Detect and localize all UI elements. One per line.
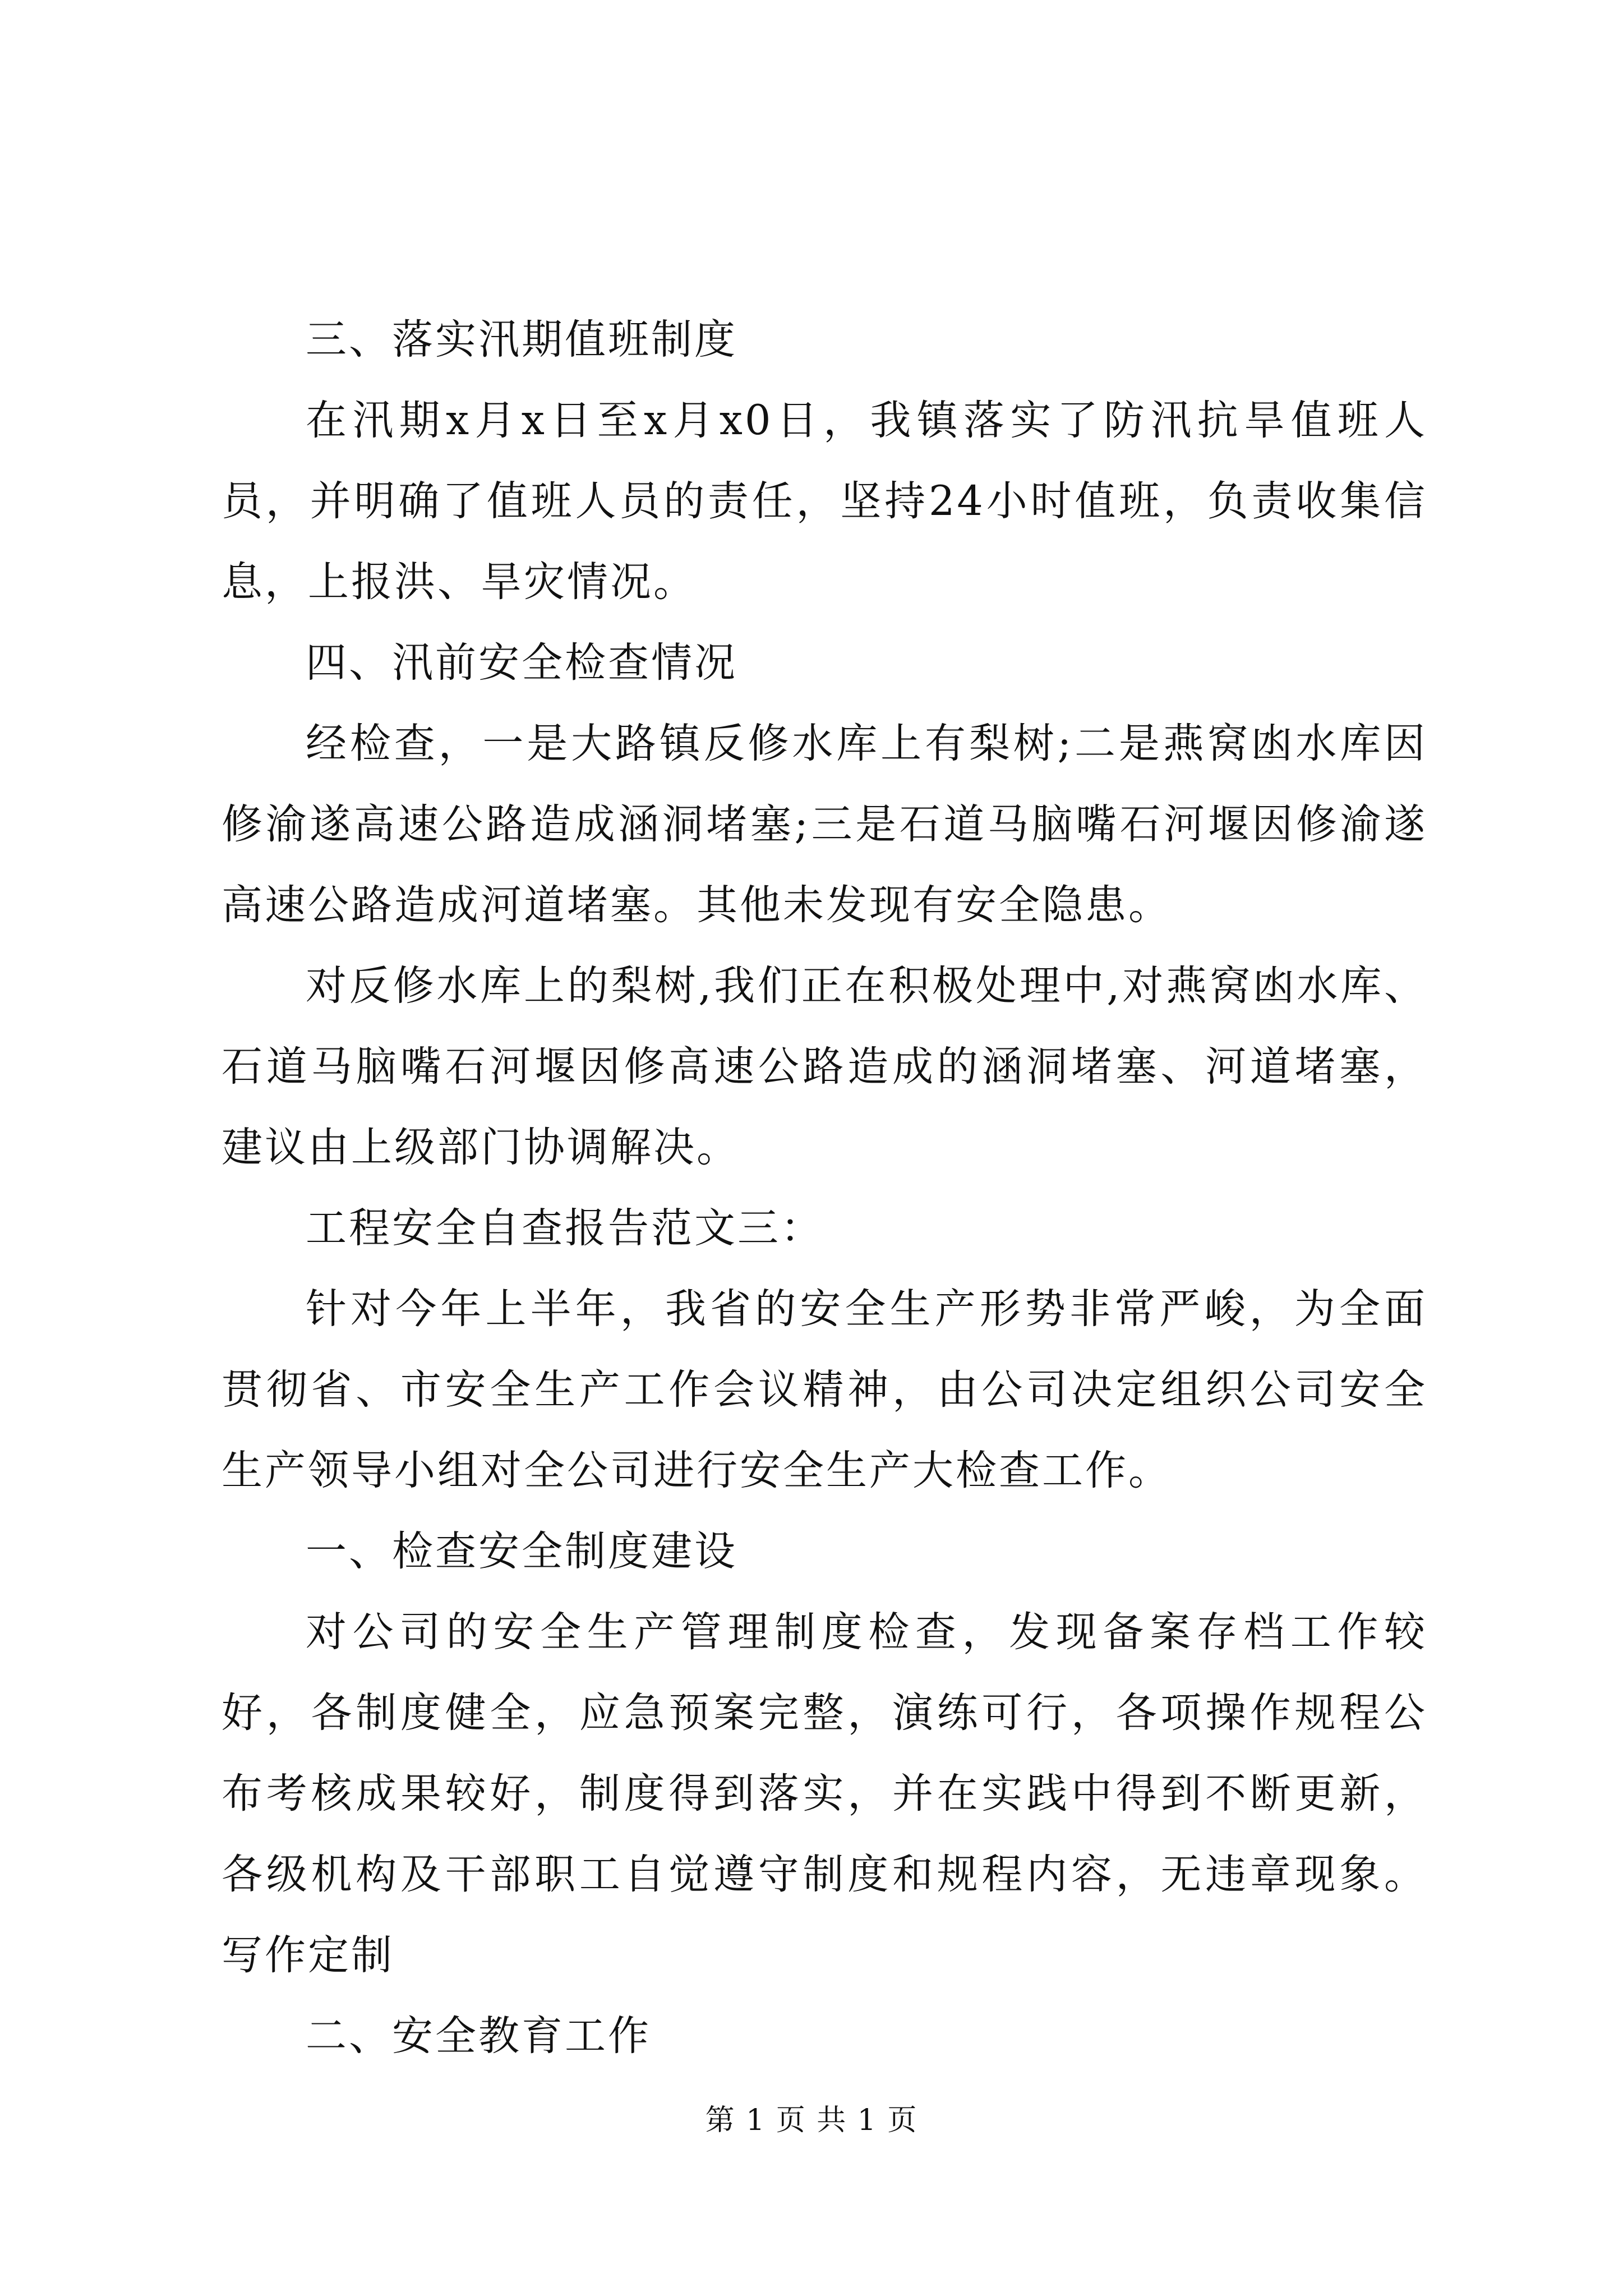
section-heading-sample-three: 工程安全自查报告范文三： <box>306 1204 824 1252</box>
paragraph-inspection-actions: 对反修水库上的梨树,我们正在积极处理中,对燕窝凼水库、石道马脑嘴石河堰因修高速公路造成的涵洞堵塞、河道堵塞，建议由上级部门协调解决。 <box>222 962 1427 1171</box>
paragraph-inspection-findings: 经检查，一是大路镇反修水库上有梨树;二是燕窝凼水库因修渝遂高速公路造成涵洞堵塞;三是石道马脑嘴石河堰因修渝遂高速公路造成河道堵塞。其他未发现有安全隐患。 <box>222 720 1427 929</box>
document-body <box>222 300 1427 2077</box>
section-heading-flood-duty: 三、落实汛期值班制度 <box>306 316 737 364</box>
paragraph-sample-three-intro: 针对今年上半年，我省的安全生产形势非常严峻，为全面贯彻省、市安全生产工作会议精神，由公司决定组织公司安全生产领导小组对全公司进行安全生产大检查工作。 <box>222 1285 1427 1494</box>
section-heading-pre-flood-inspection: 四、汛前安全检查情况 <box>306 639 737 687</box>
paragraph-safety-system: 对公司的安全生产管理制度检查，发现备案存档工作较好，各制度健全，应急预案完整，演练可行，各项操作规程公布考核成果较好，制度得到落实，并在实践中得到不断更新，各级机构及干部职工自觉遵守制度和规程内容，无违章现象。写作定制 <box>222 1608 1427 1979</box>
paragraph-flood-duty: 在汛期x月x日至x月x0日，我镇落实了防汛抗旱值班人员，并明确了值班人员的责任，坚持24小时值班，负责收集信息，上报洪、旱灾情况。 <box>222 397 1427 606</box>
section-heading-safety-system: 一、检查安全制度建设 <box>306 1527 737 1575</box>
section-heading-safety-education: 二、安全教育工作 <box>306 2012 651 2060</box>
page-number-footer: 第 1 页 共 1 页 <box>705 2104 918 2137</box>
